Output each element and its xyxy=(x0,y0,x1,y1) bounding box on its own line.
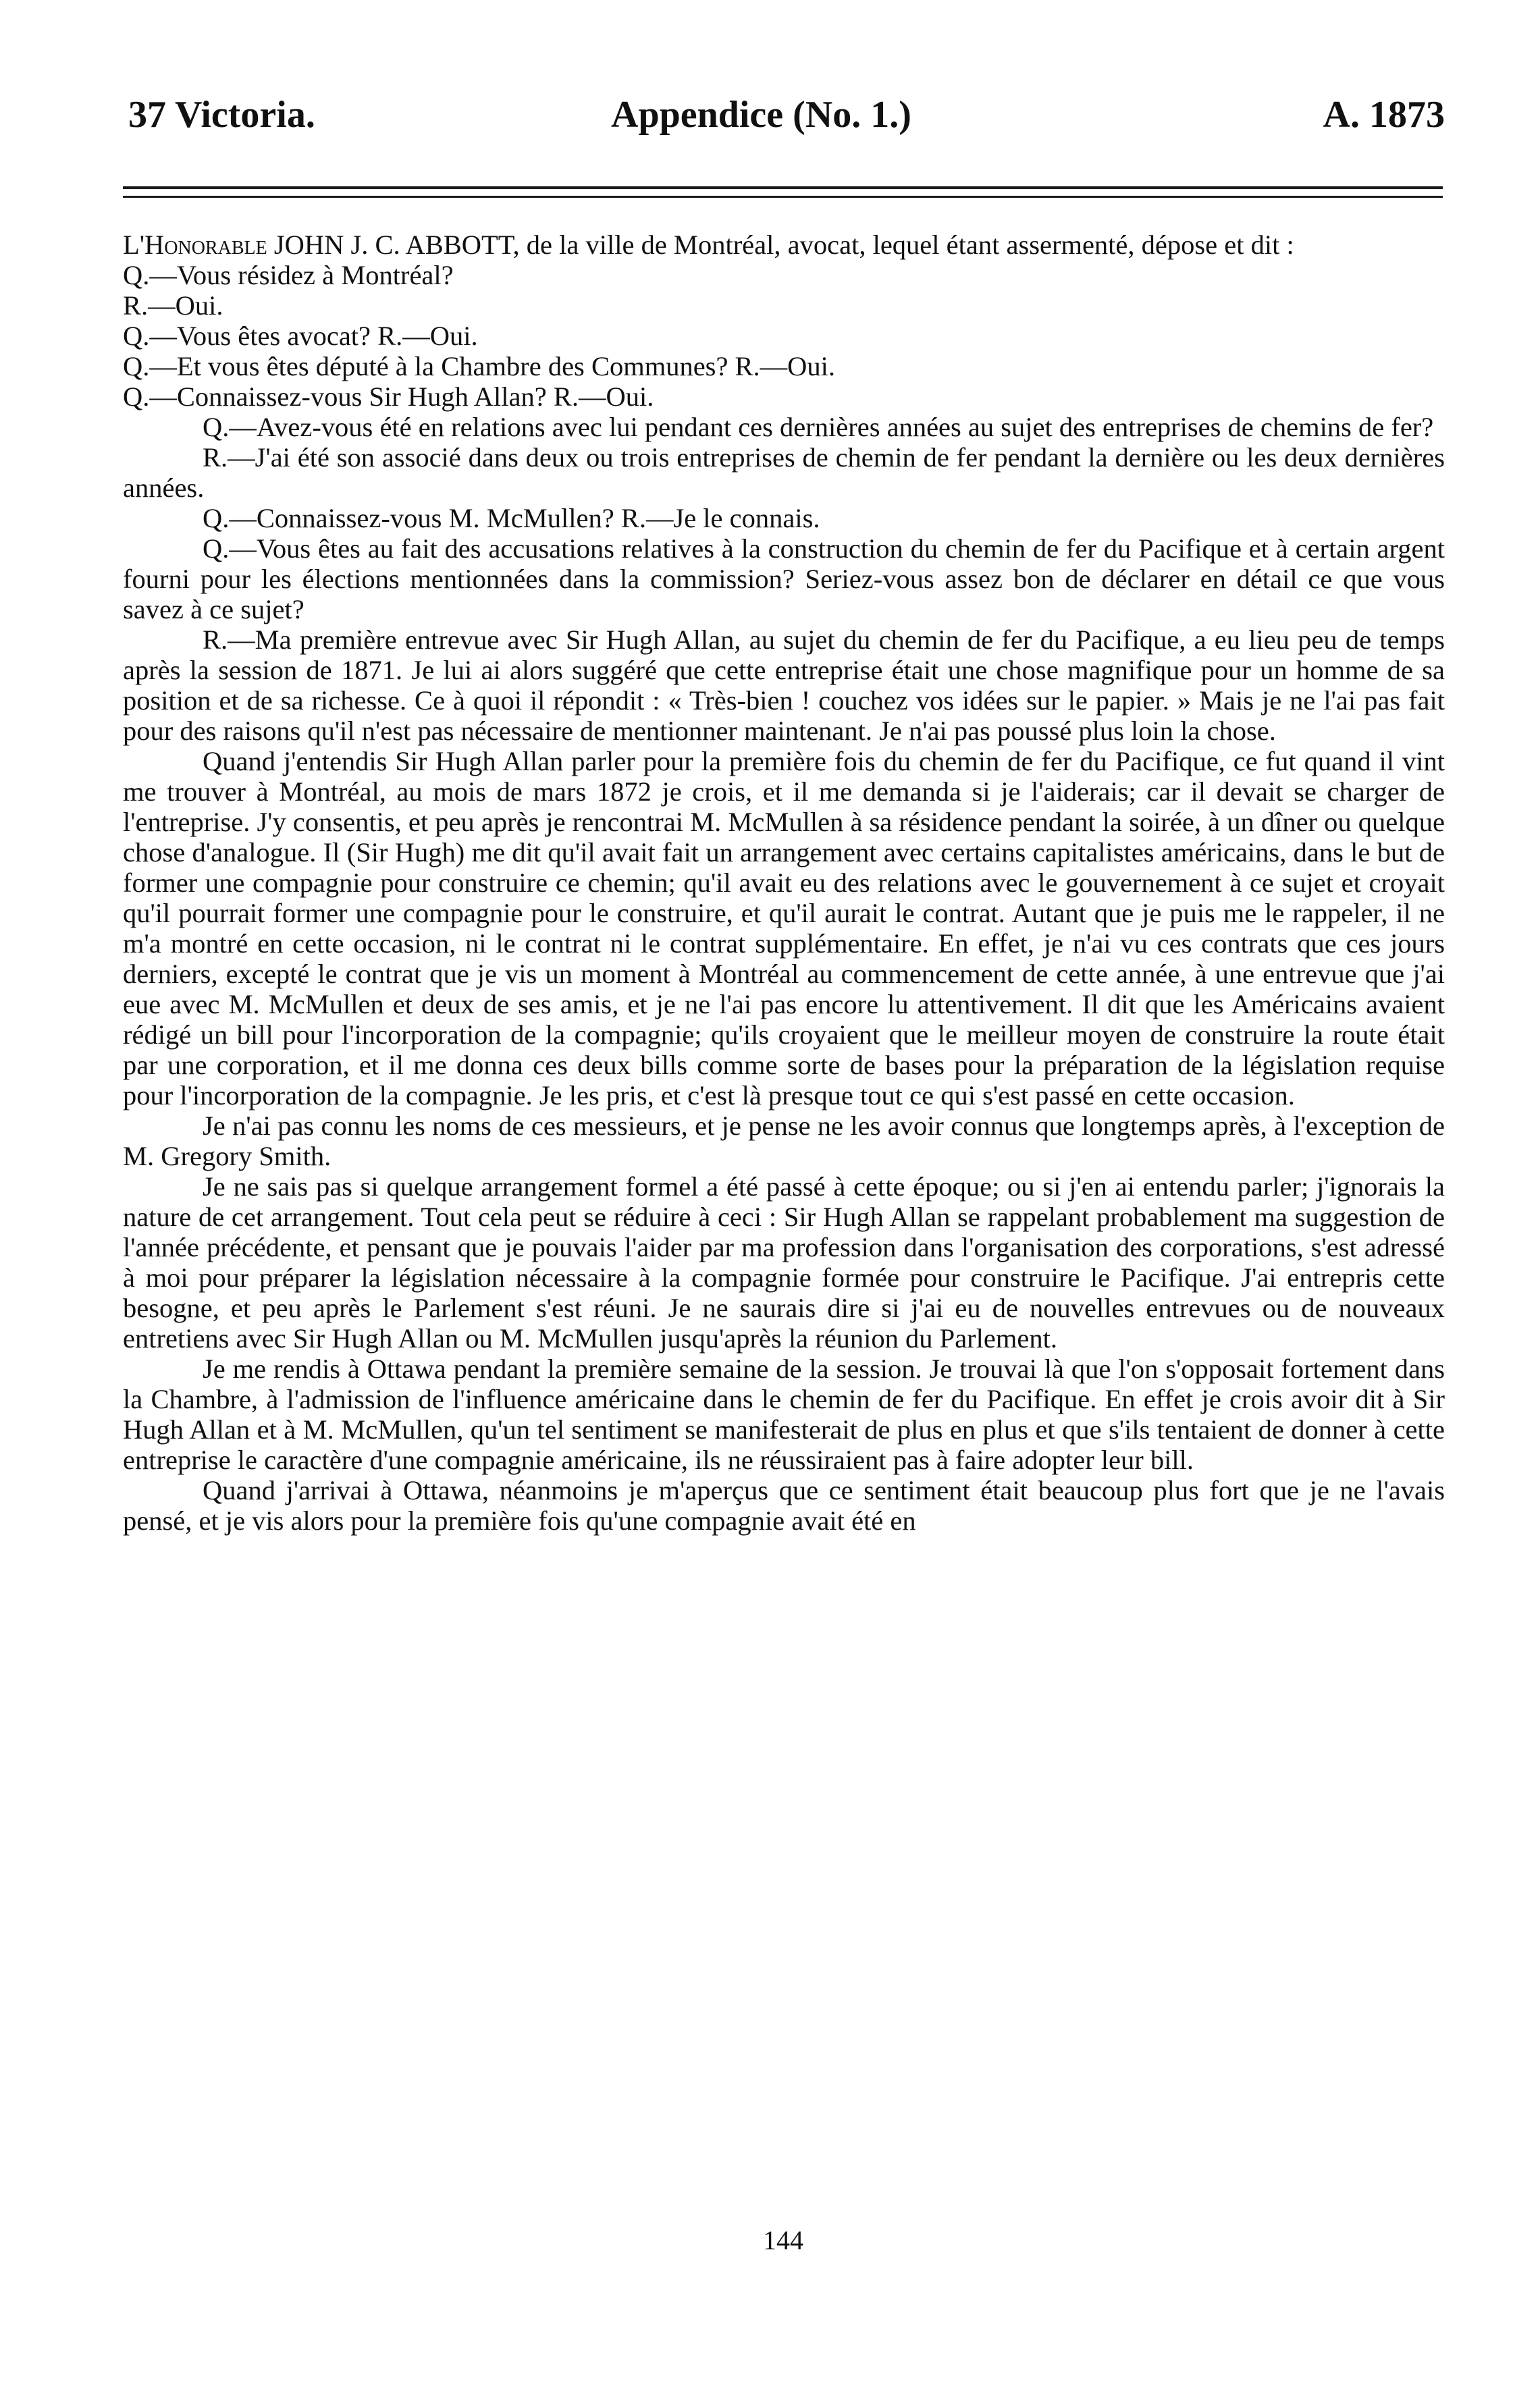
testimony-paragraph: Je me rendis à Ottawa pendant la première semaine de la session. Je trouvai là que l'on s'opposait fortement dans la Chambre, à l'admission de l'influence américaine dans le chemin de fer du Pacifique. En effet je crois avoir dit à Sir Hugh Allan et à M. McMullen, qu'un tel sentiment se manifesterait de plus en plus et que s'ils tentaient de donner à cette entreprise le caractère d'une compagnie américaine, ils ne réussiraient pas à faire adopter leur bill. xyxy=(123,1354,1445,1475)
witness-intro-text: JOHN J. C. ABBOTT, de la ville de Montréal, avocat, lequel étant assermenté, dépose et dit : xyxy=(267,230,1294,260)
qa-line: Q.—Vous êtes avocat? R.—Oui. xyxy=(123,321,478,351)
page-header xyxy=(128,93,1445,147)
testimony-paragraph: Q.—Connaissez-vous M. McMullen? R.—Je le connais. xyxy=(203,503,820,533)
testimony-paragraph: Quand j'entendis Sir Hugh Allan parler pour la première fois du chemin de fer du Pacifique, ce fut quand il vint me trouver à Montréal, au mois de mars 1872 je crois, et il me demanda si je l'aiderais; car il devait se charger de l'entreprise. J'y consentis, et peu après je rencontrai M. McMullen à sa résidence pendant la soirée, à un dîner ou quelque chose d'analogue. Il (Sir Hugh) me dit qu'il avait fait un arrangement avec certains capitalistes américains, dans le but de former une compagnie pour construire ce chemin; qu'il avait eu des relations avec le gouvernement à ce sujet et croyait qu'il pourrait former une compagnie pour le construire, et qu'il aurait le contrat. Autant que je puis me le rappeler, il ne m'a montré en cette occasion, ni le contrat ni le contrat supplémentaire. En effet, je n'ai vu ces contrats que ces jours derniers, excepté le contrat que je vis un moment à Montréal au commencement de cette année, à une entrevue que j'ai eue avec M. McMullen et deux de ses amis, et je ne l'ai pas encore lu attentivement. Il dit que les Américains avaient rédigé un bill pour l'incorporation de la compagnie; qu'ils croyaient que le meilleur moyen de construire la route était par une corporation, et il me donna ces deux bills comme sorte de bases pour la préparation de la législation requise pour l'incorporation de la compagnie. Je les pris, et c'est là presque tout ce qui s'est passé en cette occasion. xyxy=(123,746,1445,1111)
testimony-paragraph: Q.—Avez-vous été en relations avec lui pendant ces dernières années au sujet des entreprises de chemins de fer? xyxy=(203,412,1434,442)
header-rule-top xyxy=(123,186,1443,189)
witness-honorific: L'Honorable xyxy=(123,230,267,260)
qa-line: Q.—Et vous êtes député à la Chambre des Communes? R.—Oui. xyxy=(123,351,836,381)
testimony-paragraph: Quand j'arrivai à Ottawa, néanmoins je m'aperçus que ce sentiment était beaucoup plus fort que je ne l'avais pensé, et je vis alors pour la première fois qu'une compagnie avait été en xyxy=(123,1475,1445,1536)
header-year: A. 1873 xyxy=(1323,94,1445,136)
qa-line: R.—Oui. xyxy=(123,290,223,321)
page-number: 144 xyxy=(763,2225,803,2255)
witness-intro xyxy=(123,230,1445,260)
testimony-body xyxy=(123,230,1445,1536)
header-volume: 37 Victoria. xyxy=(128,94,315,136)
qa-line: Q.—Vous résidez à Montréal? xyxy=(123,260,454,290)
testimony-paragraph: R.—Ma première entrevue avec Sir Hugh Allan, au sujet du chemin de fer du Pacifique, a eu lieu peu de temps après la session de 1871. Je lui ai alors suggéré que cette entreprise était une chose magnifique pour un homme de sa position et de sa richesse. Ce à quoi il répondit : « Très-bien ! couchez vos idées sur le papier. » Mais je ne l'ai pas fait pour des raisons qu'il n'est pas nécessaire de mentionner maintenant. Je n'ai pas poussé plus loin la chose. xyxy=(123,624,1445,746)
testimony-paragraph: Je ne sais pas si quelque arrangement formel a été passé à cette époque; ou si j'en ai entendu parler; j'ignorais la nature de cet arrangement. Tout cela peut se réduire à ceci : Sir Hugh Allan se rappelant probablement ma suggestion de l'année précédente, et pensant que je pouvais l'aider par ma profession dans l'organisation des corporations, s'est adressé à moi pour préparer la législation nécessaire à la compagnie formée pour construire le Pacifique. J'ai entrepris cette besogne, et peu après le Parlement s'est réuni. Je ne saurais dire si j'ai eu de nouvelles entrevues ou de nouveaux entretiens avec Sir Hugh Allan ou M. McMullen jusqu'après la réunion du Parlement. xyxy=(123,1171,1445,1354)
qa-line: Q.—Connaissez-vous Sir Hugh Allan? R.—Oui. xyxy=(123,381,654,412)
testimony-paragraph: R.—J'ai été son associé dans deux ou trois entreprises de chemin de fer pendant la dernière ou les deux dernières années. xyxy=(123,442,1445,503)
testimony-paragraph: Q.—Vous êtes au fait des accusations relatives à la construction du chemin de fer du Pacifique et à certain argent fourni pour les élections mentionnées dans la commission? Seriez-vous assez bon de déclarer en détail ce que vous savez à ce sujet? xyxy=(123,533,1445,624)
testimony-paragraph: Je n'ai pas connu les noms de ces messieurs, et je pense ne les avoir connus que longtemps après, à l'exception de M. Gregory Smith. xyxy=(123,1111,1445,1171)
header-rule-bottom xyxy=(123,196,1443,198)
header-appendix: Appendice (No. 1.) xyxy=(611,94,911,136)
